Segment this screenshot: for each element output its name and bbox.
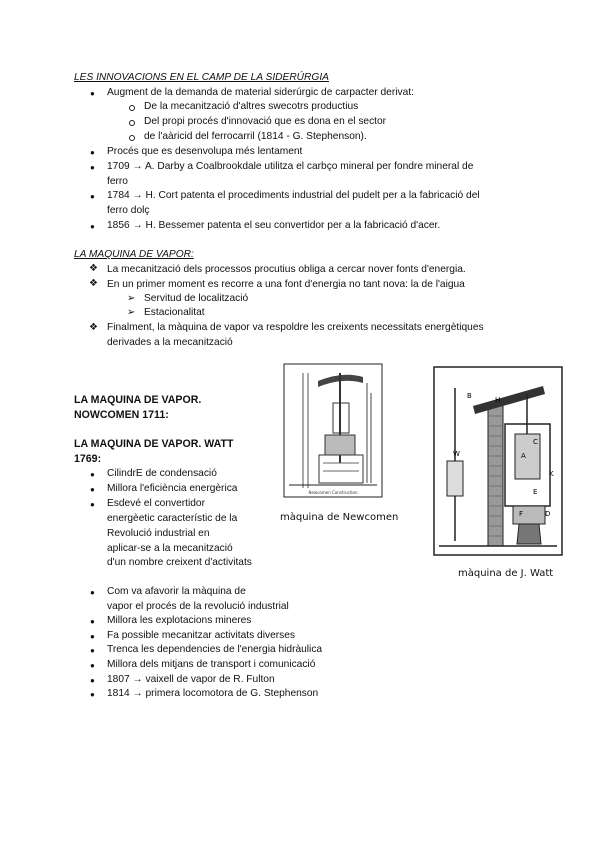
bullet-icon: ● xyxy=(90,470,95,479)
list-item: Esdevé el convertidor xyxy=(107,498,205,509)
newcomen-title-line1: LA MAQUINA DE VAPOR. xyxy=(74,394,202,406)
section1-heading: LES INNOVACIONS EN EL CAMP DE LA SIDERÚRGIA xyxy=(74,72,329,83)
newcomen-title-line2: NOWCOMEN 1711: xyxy=(74,409,169,421)
bullet-icon: ● xyxy=(90,89,95,98)
list-item-continuation: d'un nombre creixent d'activitats xyxy=(107,557,252,568)
section2-heading: LA MAQUINA DE VAPOR: xyxy=(74,249,194,260)
arrow-bullet-icon: ➢ xyxy=(127,307,136,318)
diamond-bullet-icon: ❖ xyxy=(89,278,98,289)
arrow-bullet-icon: ➢ xyxy=(127,293,136,304)
bullet-icon: ● xyxy=(90,485,95,494)
list-item-continuation: Revolució industrial en xyxy=(107,528,210,539)
diamond-bullet-icon: ❖ xyxy=(89,322,98,333)
diamond-bullet-icon: ❖ xyxy=(89,263,98,274)
bullet-icon: ● xyxy=(90,676,95,685)
list-item: Finalment, la màquina de vapor va respoldre les creixents necessitats energètiques xyxy=(107,322,484,333)
list-item: 1807 → vaixell de vapor de R. Fulton xyxy=(107,674,275,685)
list-item: Millora les explotacions mineres xyxy=(107,615,252,626)
list-item-continuation: energèetic característic de la xyxy=(107,513,238,524)
bullet-icon: ● xyxy=(90,500,95,509)
bullet-icon: ● xyxy=(90,632,95,641)
list-item-continuation: ferro xyxy=(107,176,128,187)
list-item: de l'aàricid del ferrocarril (1814 - G. Stephenson). xyxy=(144,131,367,142)
list-item: 1856 → H. Bessemer patenta el seu convertidor per a la fabricació d'acer. xyxy=(107,220,441,231)
list-item: CilindrE de condensació xyxy=(107,468,217,479)
watt-label: C xyxy=(533,438,538,446)
watt-label: E xyxy=(533,488,538,496)
list-item: Trenca les dependencies de l'energia hidràulica xyxy=(107,644,323,655)
list-item-continuation: ferro dolç xyxy=(107,205,150,216)
bullet-icon: ● xyxy=(90,588,95,597)
list-item: Estacionalitat xyxy=(144,307,205,318)
list-item: Del propi procés d'innovació que es dona en el sector xyxy=(144,116,387,127)
newcomen-engine-figure xyxy=(283,363,383,498)
list-item-continuation: derivades a la mecanització xyxy=(107,337,233,348)
hollow-bullet-icon xyxy=(129,120,135,126)
watt-label: W xyxy=(453,450,460,458)
bullet-icon: ● xyxy=(90,163,95,172)
list-item-continuation: vapor el procés de la revolució industrial xyxy=(107,601,289,612)
hollow-bullet-icon xyxy=(129,105,135,111)
list-item-continuation: aplicar-se a la mecanització xyxy=(107,543,233,554)
list-item: Servitud de localització xyxy=(144,293,249,304)
watt-engine-figure xyxy=(433,366,563,556)
watt-label: H xyxy=(495,396,501,404)
watt-label: B xyxy=(467,392,472,400)
bullet-icon: ● xyxy=(90,617,95,626)
list-item: Com va afavorir la màquina de xyxy=(107,586,246,597)
newcomen-caption: màquina de Newcomen xyxy=(280,512,399,523)
bullet-icon: ● xyxy=(90,690,95,699)
list-item: La mecanització dels processos procutius obliga a cercar nover fonts d'energia. xyxy=(107,264,466,275)
watt-label: A xyxy=(521,452,526,460)
watt-title-line2: 1769: xyxy=(74,453,102,465)
watt-caption: màquina de J. Watt xyxy=(458,568,554,579)
newcomen-inner-label: Newcomen Construction xyxy=(308,490,358,495)
watt-label: K xyxy=(549,470,554,478)
bullet-icon: ● xyxy=(90,661,95,670)
bullet-icon: ● xyxy=(90,222,95,231)
watt-label: F xyxy=(519,510,524,518)
list-item: Augment de la demanda de material siderúrgic de carpacter derivat: xyxy=(107,87,414,98)
list-item: 1814 → primera locomotora de G. Stephenson xyxy=(107,688,319,699)
list-item: De la mecanització d'altres swecotrs productius xyxy=(144,101,359,112)
bullet-icon: ● xyxy=(90,646,95,655)
watt-label: D xyxy=(545,510,551,518)
watt-title-line1: LA MAQUINA DE VAPOR. WATT xyxy=(74,438,234,450)
list-item: Procés que es desenvolupa més lentament xyxy=(107,146,303,157)
hollow-bullet-icon xyxy=(129,135,135,141)
list-item: 1784 → H. Cort patenta el procediments industrial del pudelt per a la fabricació del xyxy=(107,190,480,201)
list-item: Millora l'eficiència energèrica xyxy=(107,483,238,494)
list-item: 1709 → A. Darby a Coalbrookdale utilitza el carbço mineral per fondre mineral de xyxy=(107,161,474,172)
list-item: Millora dels mitjans de transport i comunicació xyxy=(107,659,316,670)
list-item: En un primer moment es recorre a una font d'energia no tant nova: la de l'aigua xyxy=(107,279,465,290)
list-item: Fa possible mecanitzar activitats diverses xyxy=(107,630,295,641)
bullet-icon: ● xyxy=(90,192,95,201)
bullet-icon: ● xyxy=(90,148,95,157)
